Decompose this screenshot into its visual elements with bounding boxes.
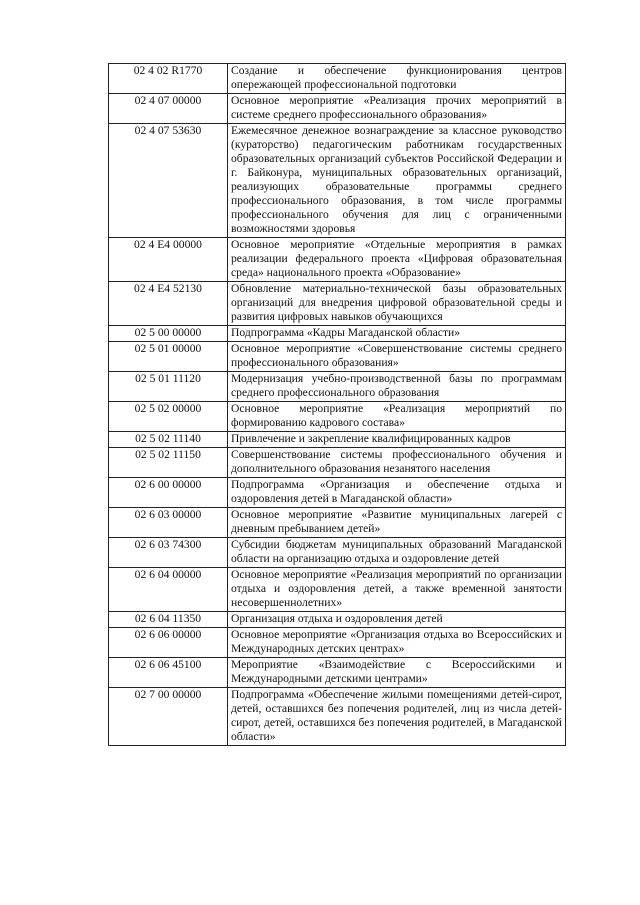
code-cell: 02 6 04 00000: [109, 568, 228, 612]
table-row: [109, 628, 566, 658]
code-cell: 02 6 03 74300: [109, 538, 228, 568]
description-cell: Основное мероприятие «Совершенствование системы среднего профессионального образования»: [228, 342, 566, 372]
table-row: [109, 568, 566, 612]
code-cell: 02 5 01 11120: [109, 372, 228, 402]
table-row: [109, 538, 566, 568]
table-row: [109, 658, 566, 688]
table-row: [109, 94, 566, 124]
description-cell: Подпрограмма «Обеспечение жилыми помещениями детей-сирот, детей, оставшихся без попечения родителей, лиц из числа детей-сирот, детей, оставшихся без попечения родителей, в Магаданской области»: [228, 688, 566, 746]
description-cell: Модернизация учебно-производственной базы по программам среднего профессионального образования: [228, 372, 566, 402]
table-row: [109, 342, 566, 372]
table-row: [109, 478, 566, 508]
code-cell: 02 4 02 R1770: [109, 64, 228, 94]
table-row: [109, 612, 566, 628]
table-row: [109, 124, 566, 238]
description-cell: Субсидии бюджетам муниципальных образований Магаданской области на организацию отдыха и оздоровление детей: [228, 538, 566, 568]
table-row: [109, 448, 566, 478]
code-cell: 02 6 03 00000: [109, 508, 228, 538]
description-cell: Основное мероприятие «Реализация прочих мероприятий в системе среднего профессионального образования»: [228, 94, 566, 124]
code-cell: 02 5 00 00000: [109, 326, 228, 342]
table-row: [109, 238, 566, 282]
code-cell: 02 6 00 00000: [109, 478, 228, 508]
table-row: [109, 64, 566, 94]
code-cell: 02 5 01 00000: [109, 342, 228, 372]
code-cell: 02 4 E4 52130: [109, 282, 228, 326]
table-row: [109, 688, 566, 746]
code-cell: 02 6 06 00000: [109, 628, 228, 658]
description-cell: Создание и обеспечение функционирования центров опережающей профессиональной подготовки: [228, 64, 566, 94]
table-row: [109, 432, 566, 448]
description-cell: Подпрограмма «Организация и обеспечение отдыха и оздоровления детей в Магаданской области»: [228, 478, 566, 508]
description-cell: Мероприятие «Взаимодействие с Всероссийскими и Международными детскими центрами»: [228, 658, 566, 688]
code-cell: 02 5 02 11140: [109, 432, 228, 448]
description-cell: Основное мероприятие «Организация отдыха во Всероссийских и Международных детских центрах»: [228, 628, 566, 658]
budget-classification-table: [108, 63, 566, 746]
description-cell: Ежемесячное денежное вознаграждение за классное руководство (кураторство) педагогическим работникам государственных образовательных организаций субъектов Российской Федерации и г. Байконура, муниципальных образовательных организаций, реализующих образовательные программы среднего профессионального образования, в том числе программы профессионального обучения для лиц с ограниченными возможностями здоровья: [228, 124, 566, 238]
code-cell: 02 5 02 00000: [109, 402, 228, 432]
description-cell: Основное мероприятие «Развитие муниципальных лагерей с дневным пребыванием детей»: [228, 508, 566, 538]
description-cell: Основное мероприятие «Отдельные мероприятия в рамках реализации федерального проекта «Цифровая образовательная среда» национального проекта «Образование»: [228, 238, 566, 282]
code-cell: 02 4 E4 00000: [109, 238, 228, 282]
description-cell: Основное мероприятие «Реализация мероприятий по организации отдыха и оздоровления детей, а также временной занятости несовершеннолетних»: [228, 568, 566, 612]
code-cell: 02 7 00 00000: [109, 688, 228, 746]
code-cell: 02 5 02 11150: [109, 448, 228, 478]
description-cell: Основное мероприятие «Реализация мероприятий по формированию кадрового состава»: [228, 402, 566, 432]
table-row: [109, 282, 566, 326]
table-row: [109, 402, 566, 432]
table-row: [109, 326, 566, 342]
code-cell: 02 6 04 11350: [109, 612, 228, 628]
code-cell: 02 6 06 45100: [109, 658, 228, 688]
description-cell: Совершенствование системы профессионального обучения и дополнительного образования незанятого населения: [228, 448, 566, 478]
table-row: [109, 508, 566, 538]
code-cell: 02 4 07 53630: [109, 124, 228, 238]
description-cell: Обновление материально-технической базы образовательных организаций для внедрения цифровой образовательной среды и развития цифровых навыков обучающихся: [228, 282, 566, 326]
description-cell: Привлечение и закрепление квалифицированных кадров: [228, 432, 566, 448]
description-cell: Подпрограмма «Кадры Магаданской области»: [228, 326, 566, 342]
table-row: [109, 372, 566, 402]
description-cell: Организация отдыха и оздоровления детей: [228, 612, 566, 628]
code-cell: 02 4 07 00000: [109, 94, 228, 124]
